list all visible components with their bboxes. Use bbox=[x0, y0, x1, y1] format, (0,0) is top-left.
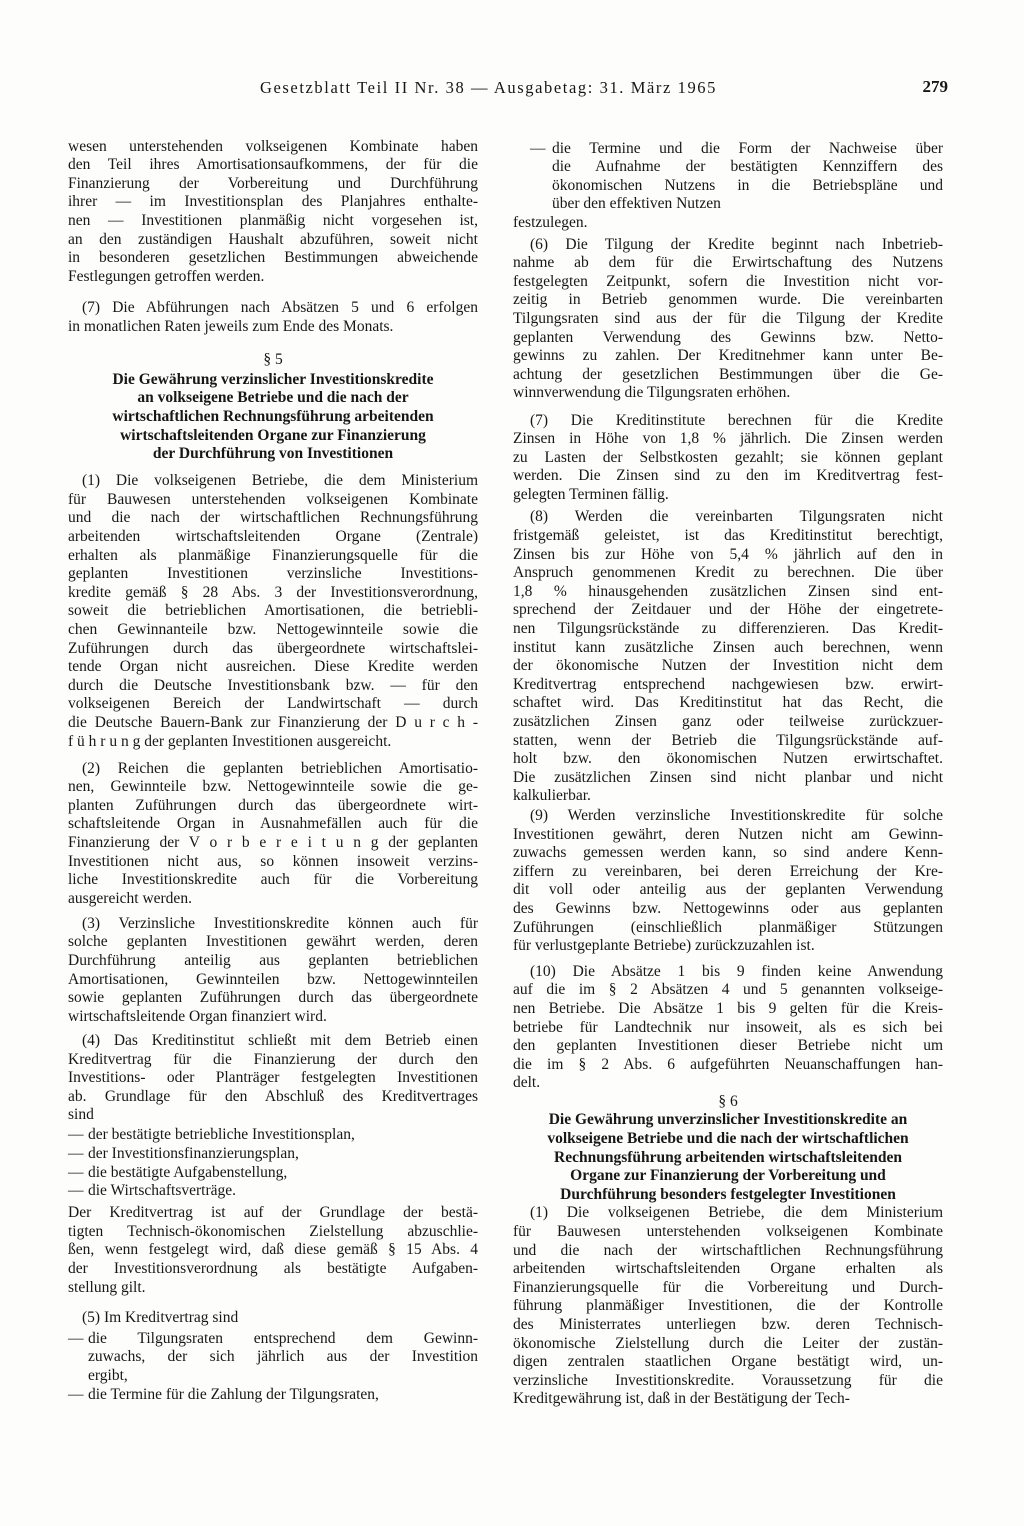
text-line bbox=[88, 1330, 478, 1349]
text-line bbox=[68, 584, 478, 603]
text-line bbox=[82, 1309, 478, 1328]
text-line bbox=[68, 212, 478, 231]
text-line bbox=[513, 347, 943, 366]
text-line bbox=[513, 1372, 943, 1391]
line-text: ergibt, bbox=[88, 1367, 128, 1384]
text-line bbox=[68, 933, 478, 952]
list-dash-marker: — bbox=[530, 139, 546, 157]
text-line bbox=[513, 273, 943, 292]
list-item bbox=[68, 1145, 478, 1164]
line-text: digen zentralen staatlichen Organe bestätigt wird, un- bbox=[513, 1353, 943, 1371]
text-line bbox=[68, 156, 478, 175]
text-line bbox=[513, 430, 943, 449]
text-line bbox=[513, 1223, 943, 1242]
line-text: ßen, wenn festgelegt wird, daß diese gemäß § 15 Abs. 4 bbox=[68, 1241, 478, 1259]
line-text: Der Kreditvertrag ist auf der Grundlage der bestä- bbox=[68, 1204, 478, 1222]
line-text: arbeitenden wirtschaftsleitenden Organe erhalten als bbox=[513, 1260, 943, 1278]
text-line bbox=[68, 952, 478, 971]
line-text: Durchführung anteilig aus geplanten betrieblichen bbox=[68, 952, 478, 970]
section-5-paragraph-9 bbox=[513, 807, 943, 956]
text-line bbox=[513, 694, 943, 713]
line-text: zeitig in Betrieb genommen wurde. Die vereinbarten bbox=[513, 291, 943, 309]
text-line bbox=[513, 1111, 943, 1130]
line-text: schaftet wird. Das Kreditinstitut hat das Recht, die bbox=[513, 694, 943, 712]
line-text: Zuführungen durch das übergeordnete wirtschaftslei- bbox=[68, 639, 478, 657]
line-text: (3) Verzinsliche Investitionskredite können auch für bbox=[82, 914, 478, 932]
line-text: die Termine für die Zahlung der Tilgungsraten, bbox=[88, 1385, 379, 1403]
text-line bbox=[88, 1182, 478, 1201]
text-line bbox=[513, 291, 943, 310]
line-text: zusätzlichen Zinsen ganz oder teilweise zurückzuer- bbox=[513, 713, 943, 730]
text-line bbox=[88, 1164, 478, 1183]
text-line bbox=[513, 449, 943, 468]
text-line bbox=[68, 714, 478, 733]
list-item bbox=[68, 1386, 478, 1405]
list-dash-marker: — bbox=[68, 1385, 84, 1403]
text-line bbox=[513, 546, 943, 565]
text-line bbox=[68, 565, 478, 584]
line-text: der Durchführung von Investitionen bbox=[152, 445, 394, 463]
text-line bbox=[513, 639, 943, 658]
text-line bbox=[513, 1149, 943, 1168]
line-text: sowie geplanten Zuführungen durch das übergeordnete bbox=[68, 989, 478, 1007]
line-text: nen Betriebe. Die Absätze 1 bis 9 gelten für die Kreis- bbox=[513, 999, 943, 1017]
text-line bbox=[513, 881, 943, 900]
line-text: an den zuständigen Haushalt abzuführen, soweit nicht bbox=[68, 230, 478, 248]
text-line bbox=[68, 371, 478, 390]
line-text: (6) Die Tilgung der Kredite beginnt nach Inbetrieb- bbox=[530, 235, 943, 253]
line-text: ihrer — im Investitionsplan des Planjahres enthalte- bbox=[68, 193, 478, 211]
text-line bbox=[513, 713, 943, 732]
line-text: zu Lasten der Selbstkosten gezahlt; sie können geplant bbox=[513, 448, 943, 466]
line-text: festzulegen. bbox=[513, 214, 588, 232]
list-item bbox=[68, 1330, 478, 1386]
text-line bbox=[82, 299, 478, 318]
list-item bbox=[68, 1182, 478, 1201]
text-line bbox=[68, 677, 478, 696]
section-6-heading bbox=[513, 1111, 943, 1204]
line-text: Kreditvertrag entsprechend nachgewiesen bzw. erwirt- bbox=[513, 675, 943, 693]
line-text: der ökonomische Nutzen der Investition nicht dem bbox=[513, 657, 943, 675]
line-text: stellung gilt. bbox=[68, 1278, 146, 1296]
section-5-paragraph-4 bbox=[68, 1032, 478, 1125]
line-text: die Deutsche Bauern-Bank zur Finanzierung der D u r c h - bbox=[68, 713, 478, 731]
text-line bbox=[68, 1204, 478, 1223]
text-line bbox=[68, 871, 478, 890]
paragraph-4-continued bbox=[68, 1204, 478, 1297]
text-line bbox=[513, 863, 943, 882]
line-text: sind bbox=[68, 1106, 94, 1124]
text-line bbox=[82, 760, 478, 779]
line-text: führung planmäßiger Investitionen, die der Kontrolle bbox=[513, 1297, 943, 1315]
line-text: Investitionen nicht aus, so können insoweit verzins- bbox=[68, 852, 478, 870]
text-line bbox=[68, 427, 478, 446]
line-text: ziffern zu vereinbaren, bei deren Erreichung der Kre- bbox=[513, 862, 943, 880]
line-text: holt bzw. den ökonomischen Nutzen erwirtschaftet. bbox=[513, 750, 943, 768]
line-text: institut kann zusätzliche Zinsen auch berechnen, wenn bbox=[513, 638, 943, 656]
paragraph-5-dash-list bbox=[68, 1330, 478, 1404]
text-line bbox=[513, 1335, 943, 1354]
line-text: Amortisationen, Gewinnteilen bzw. Nettogewinnteilen bbox=[68, 970, 478, 988]
section-5-paragraph-5 bbox=[68, 1309, 478, 1328]
text-line bbox=[68, 640, 478, 659]
line-text: ab. Grundlage für den Abschluß des Kreditvertrages bbox=[68, 1087, 478, 1105]
line-text: wirtschaftsleitende Organ finanziert wird. bbox=[68, 1007, 327, 1025]
line-text: den Teil ihres Amortisationsaufkommens, der für die bbox=[68, 156, 478, 174]
text-line bbox=[552, 140, 943, 159]
line-text: Finanzierung der Vorbereitung und Durchführung bbox=[68, 174, 478, 192]
text-line bbox=[513, 1074, 943, 1093]
page-number: 279 bbox=[922, 77, 948, 96]
line-text: nen Tilgungsrückstände zu differenzieren. Das Kredit- bbox=[513, 620, 943, 638]
text-line bbox=[513, 486, 943, 505]
section-5-paragraph-8 bbox=[513, 508, 943, 806]
text-line bbox=[68, 621, 478, 640]
line-text: (10) Die Absätze 1 bis 9 finden keine Anwendung bbox=[530, 962, 943, 980]
text-line bbox=[513, 787, 943, 806]
text-line bbox=[68, 547, 478, 566]
text-line bbox=[88, 1126, 478, 1145]
section-5-number: § 5 bbox=[263, 350, 283, 368]
text-line bbox=[513, 1297, 943, 1316]
line-text: Zinsen in Höhe von 1,8 % jährlich. Die Zinsen werden bbox=[513, 430, 943, 448]
text-line bbox=[513, 1260, 943, 1279]
line-text: Zuführungen (einschließlich planmäßiger Stützungen bbox=[513, 918, 943, 936]
line-text: Durchführung besonders festgelegter Investitionen bbox=[560, 1185, 896, 1203]
line-text: Tilgungsraten sind aus der für die Tilgung der Kredite bbox=[513, 310, 943, 328]
text-line bbox=[68, 971, 478, 990]
line-text: nahme ab dem für die Erwirtschaftung des Nutzens bbox=[513, 254, 943, 272]
paragraph-4-dash-list bbox=[68, 1126, 478, 1200]
text-line bbox=[513, 844, 943, 863]
text-line bbox=[68, 175, 478, 194]
line-text: ausgereicht werden. bbox=[68, 889, 192, 907]
line-text: in monatlichen Raten jeweils zum Ende des Monats. bbox=[68, 317, 394, 335]
text-line bbox=[513, 937, 943, 956]
text-line bbox=[68, 1223, 478, 1242]
line-text: (1) Die volkseigenen Betriebe, die dem Ministerium bbox=[530, 1204, 943, 1222]
line-text: (7) Die Abführungen nach Absätzen 5 und 6 erfolgen bbox=[82, 298, 478, 316]
section-6-paragraph-1 bbox=[513, 1204, 943, 1409]
line-text: Finanzierungsquelle für die Vorbereitung und Durch- bbox=[513, 1278, 943, 1296]
text-line bbox=[513, 564, 943, 583]
text-line bbox=[513, 732, 943, 751]
line-text: volkseigene Betriebe und die nach der wirtschaftlichen bbox=[547, 1130, 909, 1148]
line-text: Finanzierung der V o r b e r e i t u n g der geplanten bbox=[68, 833, 478, 851]
line-text: (7) Die Kreditinstitute berechnen für die Kredite bbox=[530, 411, 943, 429]
line-text: zuwachs gemessen werden kann, so sind andere Kenn- bbox=[513, 844, 943, 862]
line-text: für Bauwesen unterstehenden volkseigenen Kombinate bbox=[513, 1223, 943, 1241]
line-text: gewinns zu zahlen. Der Kreditnehmer kann unter Be- bbox=[513, 347, 943, 365]
line-text: 1,8 % hinausgehenden zusätzlichen Zinsen sind ent- bbox=[513, 582, 943, 600]
text-line bbox=[68, 231, 478, 250]
text-line bbox=[68, 318, 478, 337]
line-text: werden. Die Zinsen sind zu den im Kreditvertrag fest- bbox=[513, 467, 943, 485]
text-line bbox=[68, 797, 478, 816]
text-line bbox=[68, 1088, 478, 1107]
line-text: über den effektiven Nutzen bbox=[552, 195, 721, 213]
text-line bbox=[513, 601, 943, 620]
line-text: Investitionen gewährt, deren Nutzen nicht am Gewinn- bbox=[513, 825, 943, 843]
text-line bbox=[88, 1367, 478, 1386]
text-line bbox=[68, 193, 478, 212]
line-text: sprechend der Zeitdauer und der Höhe der eingetrete- bbox=[513, 601, 943, 619]
text-line bbox=[88, 1145, 478, 1164]
text-line bbox=[68, 695, 478, 714]
line-text: (9) Werden verzinsliche Investitionskredite für solche bbox=[530, 806, 943, 824]
line-text: der bestätigte betriebliche Investitionsplan, bbox=[88, 1126, 355, 1144]
text-line bbox=[68, 1279, 478, 1298]
line-text: nen — Investitionen planmäßig nicht vorgesehen ist, bbox=[68, 212, 478, 230]
line-text: betriebe für Landtechnik nur insoweit, als es sich bei bbox=[513, 1018, 943, 1036]
text-line bbox=[68, 1051, 478, 1070]
text-line bbox=[68, 268, 478, 287]
line-text: Die zusätzlichen Zinsen sind nicht planbar und nicht bbox=[513, 768, 943, 786]
line-text: die Aufnahme der bestätigten Kennziffern des bbox=[552, 158, 943, 176]
text-line bbox=[513, 214, 943, 233]
line-text: geplanten Investitionen verzinsliche Investitions- bbox=[68, 565, 478, 583]
text-line bbox=[530, 1204, 943, 1223]
line-text: Anspruch genommenen Kredit zu berechnen. Die über bbox=[513, 564, 943, 582]
text-line bbox=[68, 815, 478, 834]
text-line bbox=[513, 1242, 943, 1261]
line-text: volkseigenen Bereich der Landwirtschaft — durch bbox=[68, 695, 478, 713]
list-item bbox=[513, 140, 943, 214]
text-line bbox=[513, 620, 943, 639]
line-text: kalkulierbar. bbox=[513, 787, 591, 805]
line-text: Rechnungsführung arbeitenden wirtschaftsleitenden bbox=[554, 1148, 902, 1166]
text-line bbox=[513, 919, 943, 938]
text-line bbox=[513, 769, 943, 788]
text-line bbox=[68, 1106, 478, 1125]
line-text: statten, wenn der Betrieb die Tilgungsrückstände auf- bbox=[513, 731, 943, 749]
section-5-paragraph-10 bbox=[513, 963, 943, 1093]
text-line bbox=[68, 249, 478, 268]
text-line bbox=[552, 177, 943, 196]
text-line bbox=[513, 329, 943, 348]
line-text: (1) Die volkseigenen Betriebe, die dem Ministerium bbox=[82, 472, 478, 490]
text-line bbox=[68, 1008, 478, 1027]
line-text: liche Investitionskredite auch für die Vorbereitung bbox=[68, 871, 478, 889]
line-text: ökonomischen Nutzens in die Betriebspläne und bbox=[552, 176, 943, 194]
text-line bbox=[513, 1037, 943, 1056]
text-line bbox=[513, 1000, 943, 1019]
line-text: festgelegten Zeitpunkt, sofern die Investition nicht vor- bbox=[513, 272, 943, 290]
list-dash-marker: — bbox=[68, 1144, 84, 1162]
line-text: Kreditgewährung ist, daß in der Bestätigung der Tech- bbox=[513, 1390, 850, 1408]
line-text: nen, Gewinnteile bzw. Nettogewinnteile sowie die ge- bbox=[68, 778, 478, 796]
section-6-number: § 6 bbox=[718, 1092, 738, 1110]
text-line bbox=[68, 658, 478, 677]
gazette-header-title: Gesetzblatt Teil II Nr. 38 — Ausgabetag: 31. März 1965 bbox=[260, 78, 717, 97]
line-text: Investitions- oder Planträger festgelegten Investitionen bbox=[68, 1069, 478, 1087]
text-line bbox=[513, 1019, 943, 1038]
text-line bbox=[552, 195, 943, 214]
text-line bbox=[68, 408, 478, 427]
line-text: die bestätigte Aufgabenstellung, bbox=[88, 1163, 288, 1181]
paragraph-7 bbox=[68, 299, 478, 336]
line-text: Festlegungen getroffen werden. bbox=[68, 267, 265, 285]
line-text: schaftsleitende Organ in Ausnahmefällen auch für die bbox=[68, 815, 478, 833]
line-text: für verlustgeplante Betriebe) zurückzuzahlen ist. bbox=[513, 937, 815, 955]
line-text: gelegten Terminen fällig. bbox=[513, 485, 669, 503]
continued-paragraph bbox=[68, 138, 478, 287]
text-line bbox=[552, 158, 943, 177]
right-column bbox=[513, 140, 943, 1409]
text-line bbox=[68, 1260, 478, 1279]
line-text: Organe zur Finanzierung der Vorbereitung und bbox=[570, 1167, 886, 1185]
text-line bbox=[513, 1316, 943, 1335]
list-dash-marker: — bbox=[68, 1182, 84, 1200]
line-text: ökonomische Zielstellung durch die Leiter der zustän- bbox=[513, 1334, 943, 1352]
line-text: Zinsen bis zur Höhe von 5,4 % jährlich auf den in bbox=[513, 545, 943, 563]
section-5-paragraph-6 bbox=[513, 236, 943, 403]
text-line bbox=[513, 254, 943, 273]
list-dash-marker: — bbox=[68, 1126, 84, 1144]
text-line bbox=[82, 1032, 478, 1051]
line-text: (8) Werden die vereinbarten Tilgungsraten nicht bbox=[530, 508, 943, 526]
text-line bbox=[513, 384, 943, 403]
line-text: auf die im § 2 Absätzen 4 und 5 genannten volkseige- bbox=[513, 981, 943, 999]
text-line bbox=[513, 527, 943, 546]
section-5-paragraph-7 bbox=[513, 412, 943, 505]
line-text: die Tilgungsraten entsprechend dem Gewinn- bbox=[88, 1329, 478, 1347]
text-line bbox=[68, 138, 478, 157]
text-line bbox=[513, 1279, 943, 1298]
line-text: wesen unterstehenden volkseigenen Kombinate haben bbox=[68, 137, 478, 155]
line-text: die Wirtschaftsverträge. bbox=[88, 1182, 236, 1200]
line-text: und die nach der wirtschaftlichen Rechnungsführung bbox=[513, 1241, 943, 1259]
line-text: verzinsliche Investitionskredite. Voraussetzung für die bbox=[513, 1371, 943, 1389]
line-text: zuwachs, der sich jährlich aus der Investition bbox=[88, 1348, 478, 1366]
line-text: (4) Das Kreditinstitut schließt mit dem Betrieb einen bbox=[82, 1031, 478, 1049]
line-text: und die nach der wirtschaftlichen Rechnungsführung bbox=[68, 509, 478, 527]
text-line bbox=[513, 583, 943, 602]
line-text: winnverwendung die Tilgungsraten erhöhen. bbox=[513, 384, 791, 402]
text-line bbox=[513, 826, 943, 845]
line-text: an volkseigene Betriebe und die nach der bbox=[137, 389, 409, 407]
text-line bbox=[513, 1130, 943, 1149]
text-line bbox=[513, 981, 943, 1000]
line-text: kredite gemäß § 28 Abs. 3 der Investitionsverordnung, bbox=[68, 583, 478, 601]
text-line bbox=[530, 963, 943, 982]
text-line bbox=[68, 491, 478, 510]
text-line bbox=[68, 778, 478, 797]
line-text: die Termine und die Form der Nachweise über bbox=[552, 139, 943, 157]
text-line bbox=[68, 1241, 478, 1260]
left-column bbox=[68, 138, 478, 1405]
text-line bbox=[513, 676, 943, 695]
line-text: arbeitenden wirtschaftsleitenden Organe (Zentrale) bbox=[68, 527, 478, 545]
text-line bbox=[68, 389, 478, 408]
text-line bbox=[530, 236, 943, 255]
text-line bbox=[88, 1386, 478, 1405]
text-line bbox=[68, 1069, 478, 1088]
line-text: die im § 2 Abs. 6 aufgeführten Neuanschaffungen han- bbox=[513, 1055, 943, 1073]
line-text: solche geplanten Investitionen gewährt werden, deren bbox=[68, 933, 478, 951]
text-line bbox=[68, 834, 478, 853]
line-text: dit voll oder anteilig aus der geplanten Verwendung bbox=[513, 881, 943, 899]
line-text: delt. bbox=[513, 1074, 541, 1092]
text-line bbox=[513, 1056, 943, 1075]
text-line bbox=[68, 602, 478, 621]
text-line bbox=[513, 750, 943, 769]
line-text: in besonderen gesetzlichen Bestimmungen abweichende bbox=[68, 249, 478, 267]
text-line bbox=[530, 807, 943, 826]
line-text: Die Gewährung unverzinslicher Investitionskredite an bbox=[548, 1111, 908, 1129]
text-line bbox=[68, 853, 478, 872]
line-text: geplanten Verwendung des Gewinns bzw. Netto- bbox=[513, 328, 943, 346]
paragraph-5-closing bbox=[513, 214, 943, 233]
line-text: achtung der gesetzlichen Bestimmungen über die Ge- bbox=[513, 365, 943, 383]
line-text: des Gewinns bzw. Nettogewinns oder aus geplanten bbox=[513, 899, 943, 917]
line-text: der Investitionsfinanzierungsplan, bbox=[88, 1144, 299, 1162]
text-line bbox=[68, 733, 478, 752]
line-text: erhalten als planmäßige Finanzierungsquelle für die bbox=[68, 546, 478, 564]
text-line bbox=[513, 1167, 943, 1186]
text-line bbox=[68, 445, 478, 464]
text-line bbox=[513, 467, 943, 486]
line-text: wirtschaftlichen Rechnungsführung arbeitenden bbox=[112, 407, 434, 425]
text-line bbox=[513, 366, 943, 385]
text-line bbox=[88, 1348, 478, 1367]
section-5-paragraph-3 bbox=[68, 915, 478, 1027]
list-item bbox=[68, 1164, 478, 1183]
text-line bbox=[68, 509, 478, 528]
line-text: tigten Technisch-ökonomischen Zielstellung abzuschlie- bbox=[68, 1222, 478, 1240]
text-line bbox=[513, 657, 943, 676]
section-5-paragraph-1 bbox=[68, 472, 478, 751]
text-line bbox=[530, 508, 943, 527]
list-dash-marker: — bbox=[68, 1329, 84, 1347]
text-line bbox=[513, 1186, 943, 1205]
line-text: durch die Deutsche Investitionsbank bzw. — für den bbox=[68, 676, 478, 694]
line-text: (5) Im Kreditvertrag sind bbox=[82, 1308, 239, 1326]
line-text: chen Gewinnanteile bzw. Nettogewinnteile sowie die bbox=[68, 620, 478, 638]
text-line bbox=[82, 915, 478, 934]
line-text: des Ministerrates unterliegen bzw. deren Technisch- bbox=[513, 1316, 943, 1333]
line-text: Die Gewährung verzinslicher Investitionskredite bbox=[112, 370, 434, 388]
list-item bbox=[68, 1126, 478, 1145]
line-text: für Bauwesen unterstehenden volkseigenen Kombinate bbox=[68, 490, 478, 508]
line-text: wirtschaftsleitenden Organe zur Finanzierung bbox=[120, 426, 426, 444]
line-text: den geplanten Investitionen dieser Betriebe nicht um bbox=[513, 1037, 943, 1055]
text-line bbox=[513, 310, 943, 329]
text-line bbox=[82, 472, 478, 491]
text-line bbox=[68, 890, 478, 909]
line-text: f ü h r u n g der geplanten Investitionen ausgereicht. bbox=[68, 732, 392, 750]
line-text: fristgemäß geleistet, ist das Kreditinstitut berechtigt, bbox=[513, 527, 943, 545]
text-line bbox=[513, 1390, 943, 1409]
section-5-heading bbox=[68, 371, 478, 464]
line-text: soweit die betrieblichen Amortisationen, die betriebli- bbox=[68, 602, 478, 620]
paragraph-5-dash-list-continued bbox=[513, 140, 943, 214]
text-line bbox=[530, 412, 943, 431]
text-line bbox=[68, 989, 478, 1008]
line-text: tende Organ nicht ausreichen. Diese Kredite werden bbox=[68, 658, 478, 676]
text-line bbox=[513, 900, 943, 919]
section-5-paragraph-2 bbox=[68, 760, 478, 909]
line-text: planten Zuführungen durch das übergeordnete wirt- bbox=[68, 796, 478, 814]
line-text: der Investitionsverordnung als bestätigte Aufgaben- bbox=[68, 1260, 478, 1278]
line-text: (2) Reichen die geplanten betrieblichen Amortisatio- bbox=[82, 759, 478, 777]
text-line bbox=[513, 1353, 943, 1372]
text-line bbox=[68, 528, 478, 547]
line-text: Kreditvertrag für die Finanzierung der durch den bbox=[68, 1050, 478, 1068]
list-dash-marker: — bbox=[68, 1163, 84, 1181]
